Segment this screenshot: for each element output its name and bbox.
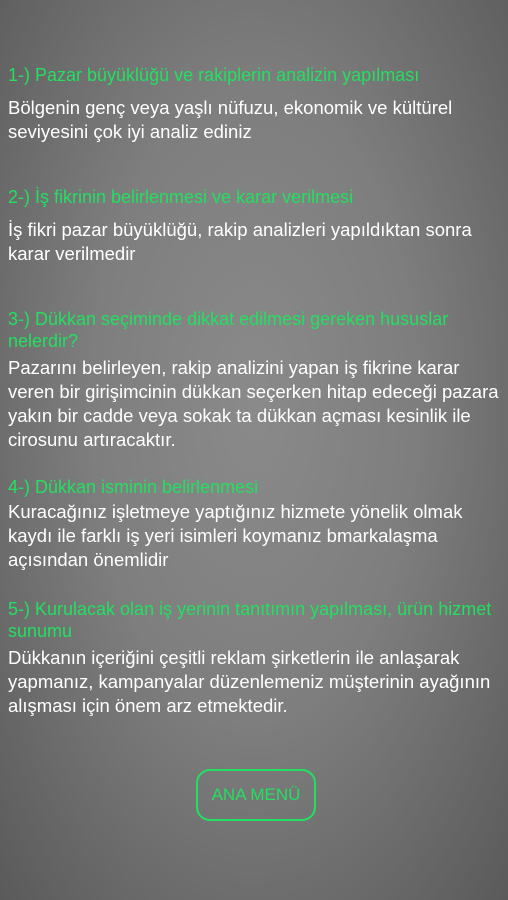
section-heading: 3-) Dükkan seçiminde dikkat edilmesi gereken hususlar nelerdir? xyxy=(8,309,449,351)
section-heading: 4-) Dükkan isminin belirlenmesi xyxy=(8,477,259,497)
section-2 xyxy=(8,186,504,266)
section-1 xyxy=(8,64,504,144)
section-body: Dükkanın içeriğini çeşitli reklam şirketlerin ile anlaşarak yapmanız, kampanyalar düzenlemeniz müşterinin ayağının alışması için önem arz etmektedir. xyxy=(8,647,491,716)
section-body: Kuracağınız işletmeye yaptığınız hizmete yönelik olmak kaydı ile farklı iş yeri isimleri koymanız bmarkalaşma açısından önemlidir xyxy=(8,501,463,570)
section-heading: 2-) İş fikrinin belirlenmesi ve karar verilmesi xyxy=(8,187,354,207)
section-4 xyxy=(8,476,504,572)
section-heading: 1-) Pazar büyüklüğü ve rakiplerin analizin yapılması xyxy=(8,65,420,85)
section-3 xyxy=(8,308,504,452)
section-body: Bölgenin genç veya yaşlı nüfuzu, ekonomik ve kültürel seviyesini çok iyi analiz ediniz xyxy=(8,97,453,142)
section-body: Pazarını belirleyen, rakip analizini yapan iş fikrine karar veren bir girişimcinin dükkan seçerken hitap edeceği pazara yakın bir cadde veya sokak ta dükkan açması kesinlik ile cirosunu artıracaktır. xyxy=(8,357,499,450)
main-menu-button[interactable]: ANA MENÜ xyxy=(196,769,316,821)
section-body: İş fikri pazar büyüklüğü, rakip analizleri yapıldıktan sonra karar verilmedir xyxy=(8,219,472,264)
section-heading: 5-) Kurulacak olan iş yerinin tanıtımın yapılması, ürün hizmet sunumu xyxy=(8,599,492,641)
section-5 xyxy=(8,598,504,718)
